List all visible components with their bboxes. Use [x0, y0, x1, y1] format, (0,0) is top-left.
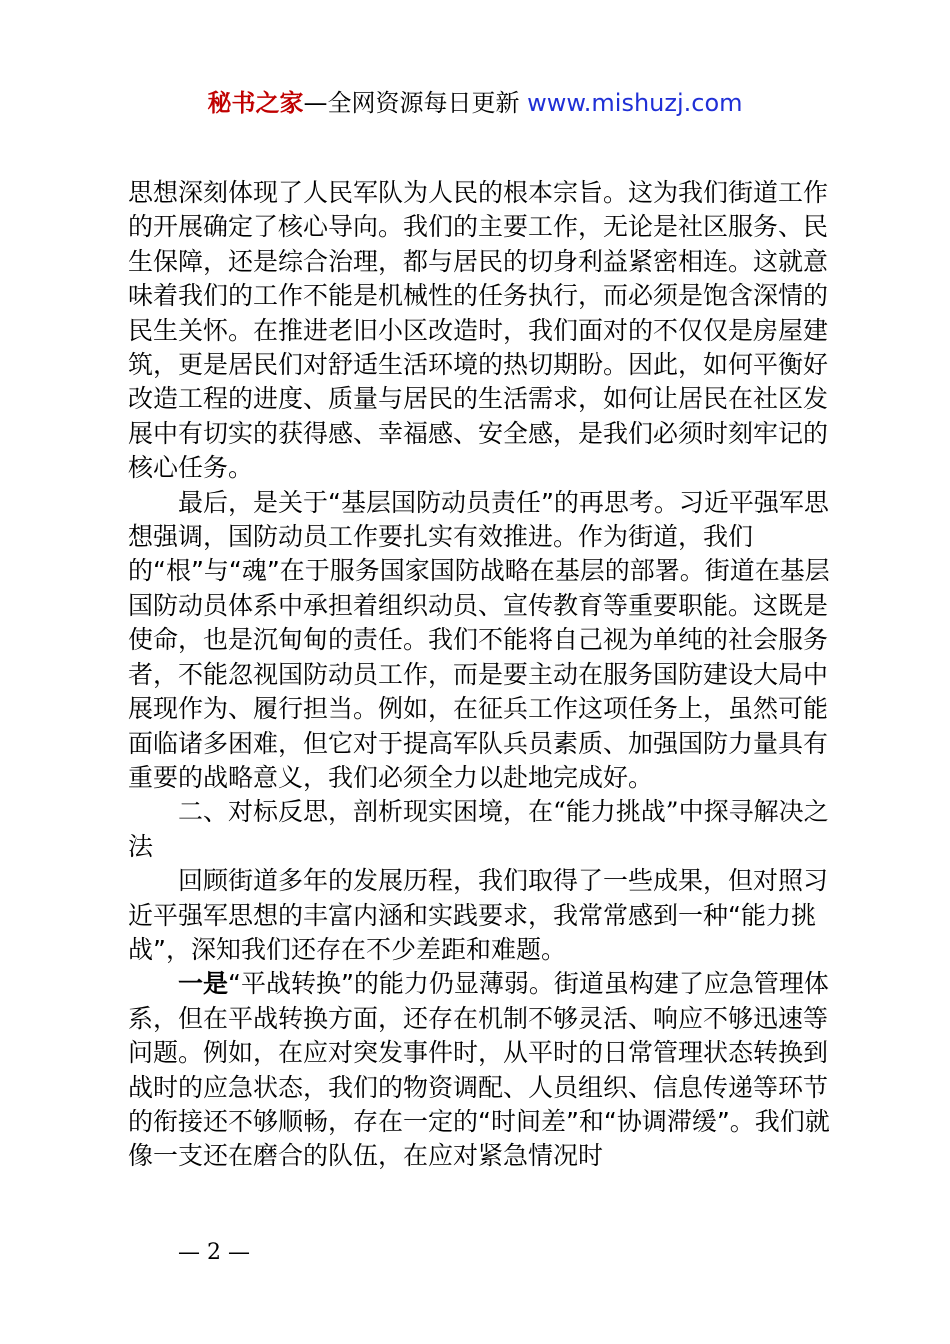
section-heading-2: 二、对标反思，剖析现实困境，在“能力挑战”中探寻解决之法 [128, 797, 829, 861]
paragraph-defense-mobilization: 最后，是关于“基层国防动员责任”的再思考。习近平强军思想强调，国防动员工作要扎实有效推进。作为街道，我们的“根”与“魂”在于服务国家国防战略在基层的部署。街道在基层国防动员体系中承担着组织动员、宣传教育等重要职能。这既是使命，也是沉甸甸的责任。我们不能将自己视为单纯的社会服务者，不能忽视国防动员工作，而是要主动在服务国防建设大局中展现作为、履行担当。例如，在征兵工作这项任务上，虽然可能面临诸多困难，但它对于提高军队兵员素质、加强国防力量具有重要的战略意义，我们必须全力以赴地完成好。 [128, 487, 830, 792]
point-one-text: “平战转换”的能力仍显薄弱。街道虽构建了应急管理体系，但在平战转换方面，还存在机制不够灵活、响应不够迅速等问题。例如，在应对突发事件时，从平时的日常管理状态转换到战时的应急状态，我们的物资调配、人员组织、信息传递等环节的衔接还不够顺畅，存在一定的“时间差”和“协调滞缓”。我们就像一支还在磨合的队伍，在应对紧急情况时 [128, 969, 830, 1171]
paragraph-continuation: 思想深刻体现了人民军队为人民的根本宗旨。这为我们街道工作的开展确定了核心导向。我们的主要工作，无论是社区服务、民生保障，还是综合治理，都与居民的切身利益紧密相连。这就意味着我们的工作不能是机械性的任务执行，而必须是饱含深情的民生关怀。在推进老旧小区改造时，我们面对的不仅仅是房屋建筑，更是居民们对舒适生活环境的热切期盼。因此，如何平衡好改造工程的进度、质量与居民的生活需求，如何让居民在社区发展中有切实的获得感、幸福感、安全感，是我们必须时刻牢记的核心任务。 [128, 178, 829, 483]
paragraph-review: 回顾街道多年的发展历程，我们取得了一些成果，但对照习近平强军思想的丰富内涵和实践要求，我常常感到一种“能力挑战”，深知我们还存在不少差距和难题。 [128, 866, 829, 964]
header-slogan: —全网资源每日更新 [303, 89, 528, 117]
page-number: — 2 — [178, 1240, 250, 1265]
page-header [0, 86, 950, 120]
brand-name: 秘书之家 [207, 89, 304, 117]
document-body [128, 176, 840, 1174]
paragraph-point-one [128, 967, 840, 1173]
point-one-lead: 一是 [178, 969, 229, 999]
site-url[interactable]: www.mishuzj.com [527, 89, 743, 117]
